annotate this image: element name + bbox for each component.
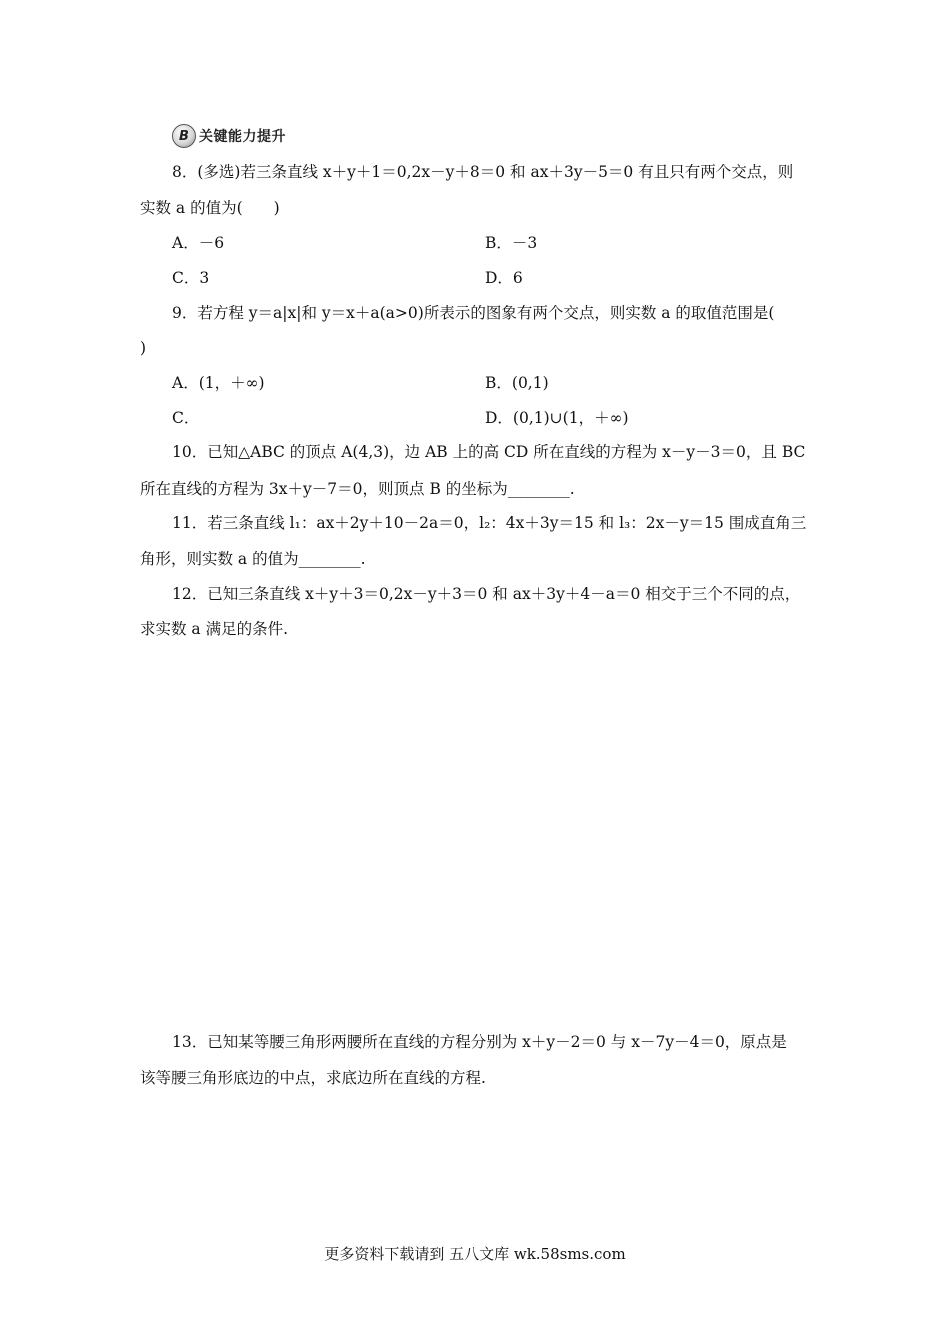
- q9-option-a: A．(1，＋∞): [172, 374, 265, 392]
- q8-line2: 实数 a 的值为( ): [140, 199, 280, 217]
- q10-line2: 所在直线的方程为 3x＋y－7＝0，则顶点 B 的坐标为________.: [140, 480, 575, 498]
- q8-line1: 8．(多选)若三条直线 x＋y＋1＝0,2x－y＋8＝0 和 ax＋3y－5＝0 有且只有两个交点，则: [172, 163, 794, 181]
- section-header: [172, 124, 286, 148]
- section-title: 关键能力提升: [199, 129, 286, 145]
- q8-option-c: C．3: [172, 269, 210, 287]
- q12-line2: 求实数 a 满足的条件.: [140, 620, 289, 638]
- q12-line1: 12．已知三条直线 x＋y＋3＝0,2x－y＋3＝0 和 ax＋3y＋4－a＝0 相交于三个不同的点，: [172, 585, 801, 603]
- q8-option-a: A．－6: [172, 234, 225, 252]
- footer-text: 更多资料下载请到 五八文库 wk.58sms.com: [324, 1245, 626, 1263]
- q9-option-d: D．(0,1)∪(1，＋∞): [485, 409, 629, 427]
- q11-line2: 角形，则实数 a 的值为________.: [140, 550, 366, 568]
- q8-option-d: D．6: [485, 269, 523, 287]
- q9-line2: ): [140, 339, 147, 357]
- q9-option-c: C．: [172, 409, 200, 427]
- q9-line1: 9．若方程 y＝a|x|和 y＝x＋a(a>0)所表示的图象有两个交点，则实数 a 的取值范围是(: [172, 304, 775, 322]
- q13-line1: 13．已知某等腰三角形两腰所在直线的方程分别为 x＋y－2＝0 与 x－7y－4＝0，原点是: [172, 1033, 787, 1051]
- q8-option-b: B．－3: [485, 234, 538, 252]
- q13-line2: 该等腰三角形底边的中点，求底边所在直线的方程.: [140, 1069, 486, 1087]
- q9-option-b: B．(0,1): [485, 374, 549, 392]
- section-badge-icon: B: [172, 124, 196, 148]
- q10-line1: 10．已知△ABC 的顶点 A(4,3)，边 AB 上的高 CD 所在直线的方程为 x－y－3＝0，且 BC: [172, 443, 806, 461]
- q11-line1: 11．若三条直线 l₁：ax＋2y＋10－2a＝0，l₂：4x＋3y＝15 和 l₃：2x－y＝15 围成直角三: [172, 514, 807, 532]
